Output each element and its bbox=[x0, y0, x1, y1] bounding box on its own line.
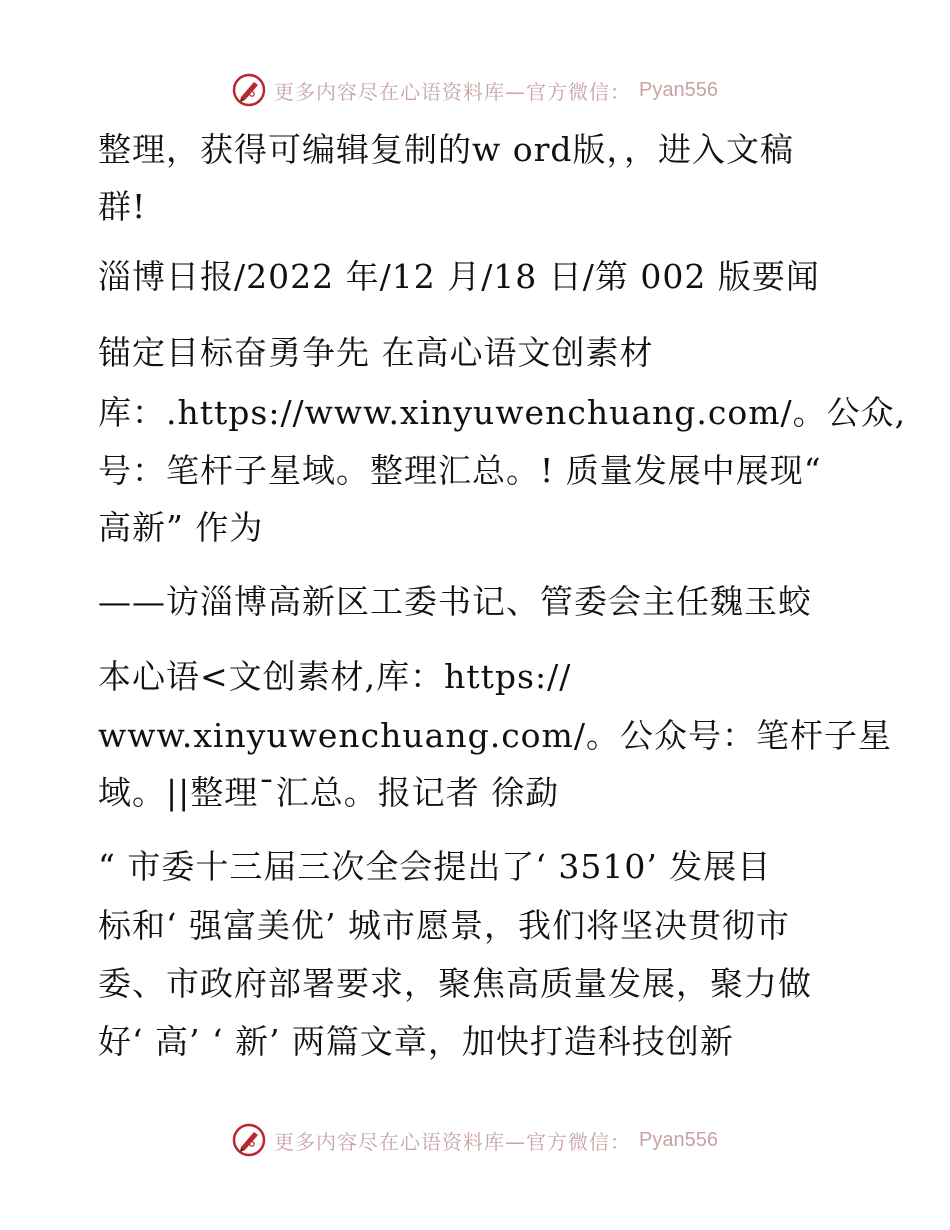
pen-logo-icon bbox=[232, 73, 266, 107]
watermark-id: Pyan556 bbox=[639, 1128, 718, 1151]
newspaper-source-line: 淄博日报/2022 年/12 月/18 日/第 002 版要闻 bbox=[98, 257, 820, 296]
text-line: 整理，获得可编辑复制的w ord版，，进入文稿 bbox=[98, 130, 795, 169]
watermark-id: Pyan556 bbox=[639, 78, 718, 101]
paragraph-line: 好‘ 高’ ‘ 新’ 两篇文章，加快打造科技创新 bbox=[98, 1022, 734, 1061]
text-line: www.xinyuwenchuang.com/。公众号：笔杆子星 bbox=[98, 716, 892, 755]
paragraph-line: “ 市委十三届三次全会提出了‘ 3510’ 发展目 bbox=[98, 847, 772, 886]
watermark-text: 更多内容尽在心语资料库—官方微信： bbox=[274, 79, 632, 104]
article-subtitle-line: ——访淄博高新区工委书记、管委会主任魏玉蛟 bbox=[98, 582, 812, 621]
text-line: 群! bbox=[98, 187, 147, 226]
reporter-line: 域。||整理¯汇总。报记者 徐勐 bbox=[98, 773, 560, 812]
text-line: 号：笔杆子星域。整理汇总。! 质量发展中展现“ bbox=[98, 451, 822, 490]
text-line: 库：.https://www.xinyuwenchuang.com/。公众, bbox=[98, 393, 907, 432]
article-title-line: 锚定目标奋勇争先 在高心语文创素材 bbox=[98, 333, 654, 372]
paragraph-line: 委、市政府部署要求，聚焦高质量发展，聚力做 bbox=[98, 964, 812, 1003]
watermark-banner-top bbox=[0, 68, 950, 112]
paragraph-line: 标和‘ 强富美优’ 城市愿景，我们将坚决贯彻市 bbox=[98, 906, 790, 945]
pen-logo-icon bbox=[232, 1123, 266, 1157]
text-line: 高新” 作为 bbox=[98, 508, 264, 547]
watermark-text: 更多内容尽在心语资料库—官方微信： bbox=[274, 1129, 632, 1154]
text-line: 本心语<文创素材,库：https:// bbox=[98, 657, 572, 696]
watermark-banner-bottom bbox=[0, 1118, 950, 1162]
